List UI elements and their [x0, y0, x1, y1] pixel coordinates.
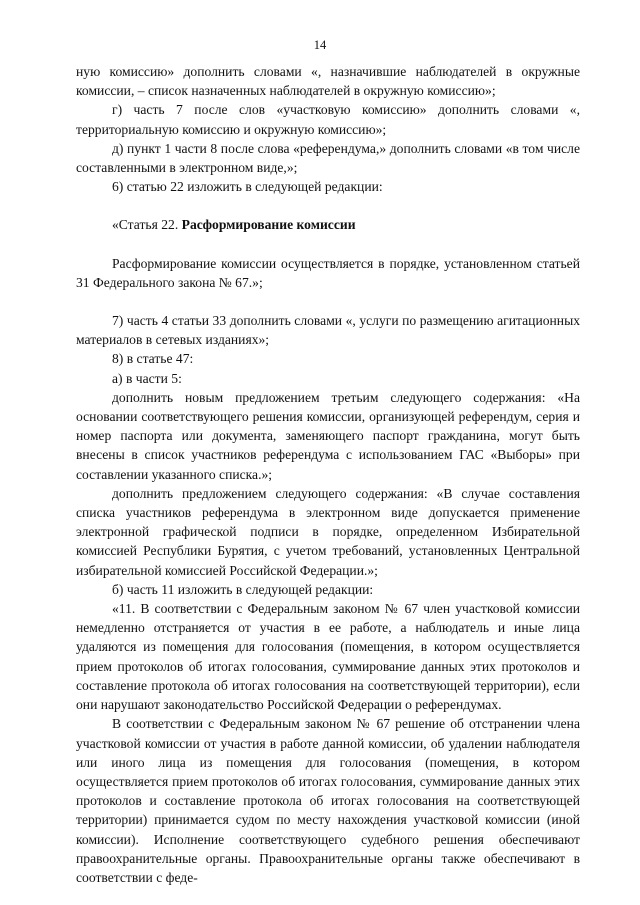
spacer: [76, 235, 580, 254]
spacer: [76, 196, 580, 215]
article-heading-title: Расформирование комиссии: [181, 217, 356, 233]
paragraph-item-8: 8) в статье 47:: [112, 351, 194, 367]
paragraph-item-7: 7) часть 4 статьи 33 дополнить словами «, услуги по размещению агитационных материалов в сетевых изданиях»;: [76, 313, 580, 348]
paragraph-item-6: 6) статью 22 изложить в следующей редакции:: [112, 179, 383, 195]
paragraph-amend-2: дополнить предложением следующего содержания: «В случае составления списка участников референдума в электронном виде допускается применение электронной графической подписи в порядке, определенном Избирательной комиссией Республики Бурятия, с учетом требований, установленных Центральной избирательной комиссией Российской Федерации.»;: [76, 485, 580, 578]
paragraph-item-a: а) в части 5:: [112, 370, 182, 386]
spacer: [76, 292, 580, 311]
article-heading-prefix: «Статья 22.: [112, 217, 182, 233]
article-body: Расформирование комиссии осуществляется в порядке, установленном статьей 31 Федерального закона № 67.»;: [76, 255, 580, 290]
paragraph-item-g: г) часть 7 после слов «участковую комиссию» дополнить словами «, территориальную комиссию и окружную комиссию»;: [76, 102, 580, 137]
article-heading: [76, 215, 580, 234]
paragraph-item-d: д) пункт 1 части 8 после слова «референдума,» дополнить словами «в том числе составленными в электронном виде,»;: [76, 140, 580, 176]
document-body: [76, 62, 580, 887]
page-number: 14: [313, 38, 327, 52]
paragraph-continuation: ную комиссию» дополнить словами «, назначившие наблюдателей в окружные комиссии, – список назначенных наблюдателей в окружную комиссию»;: [76, 64, 580, 99]
paragraph-amend-1: дополнить новым предложением третьим следующего содержания: «На основании соответствующего решения комиссии, организующей референдум, серия и номер паспорта или документа, заменяющего паспорт гражданина, могут быть внесены в список участников референдума с использованием ГАС «Выборы» при составлении указанного списка.»;: [76, 389, 580, 482]
paragraph-part-11-cont: В соответствии с Федеральным законом № 67 решение об отстранении члена участковой комиссии от участия в работе данной комиссии, об удалении наблюдателя или иного лица из помещения для голосования (помещения, в котором осуществляется прием протоколов об итогах голосования, суммирование данных этих протоколов и составление протокола об итогах голосования на соответствующей территории) принимается судом по месту нахождения участковой комиссии (иной комиссии). Исполнение соответствующего судебного решения обеспечивают правоохранительные органы. Правоохранительные органы также обеспечивают в соответствии с феде-: [76, 716, 580, 885]
paragraph-item-b: б) часть 11 изложить в следующей редакции:: [112, 581, 374, 597]
paragraph-part-11: «11. В соответствии с Федеральным законом № 67 член участковой комиссии немедленно отстраняется от участия в ее работе, а наблюдатель и иные лица удаляются из помещения для голосования (помещения, в котором осуществляется прием протоколов об итогах голосования, суммирование данных этих протоколов и составление протокола об итогах голосования на соответствующей территории), если они нарушают законодательство Российской Федерации о референдумах.: [76, 601, 580, 713]
